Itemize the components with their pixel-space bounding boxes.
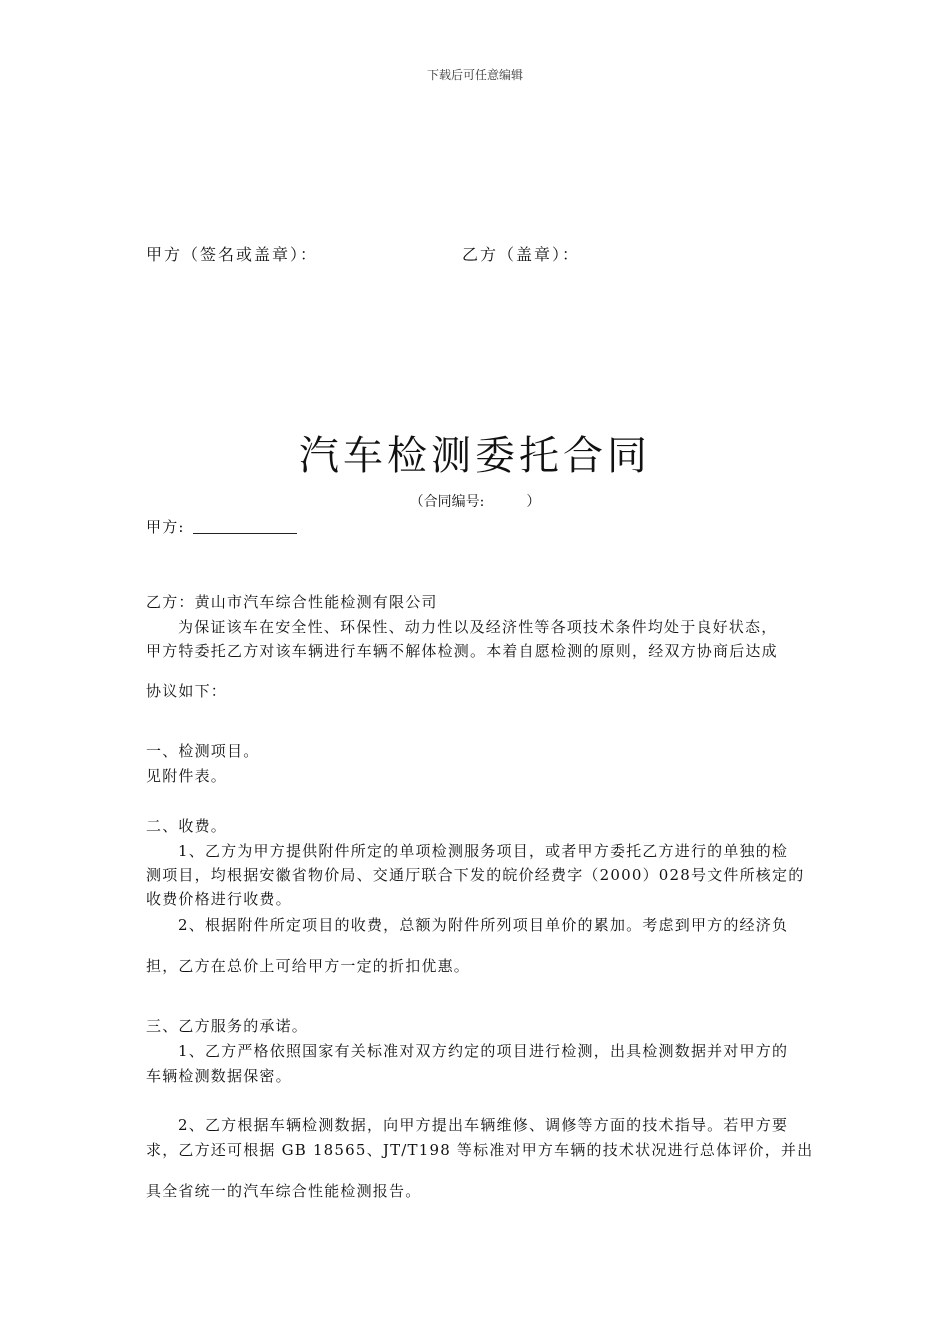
- section2-p1-line-2: 测项目，均根据安徽省物价局、交通厅联合下发的皖价经费字（2000）028号文件所核定的: [146, 866, 805, 884]
- party-a-line: [146, 516, 297, 537]
- section3-p2-line-3: 具全省统一的汽车综合性能检测报告。: [146, 1182, 422, 1200]
- intro-line-2: 甲方特委托乙方对该车辆进行车辆不解体检测。本着自愿检测的原则，经双方协商后达成: [146, 642, 778, 660]
- party-a-label: 甲方:: [146, 518, 185, 536]
- section2-p2-line-1: 2、根据附件所定项目的收费，总额为附件所列项目单价的累加。考虑到甲方的经济负: [178, 916, 789, 934]
- section3-p1-line-1: 1、乙方严格依照国家有关标准对双方约定的项目进行检测，出具检测数据并对甲方的: [178, 1042, 789, 1060]
- section1-body: 见附件表。: [146, 767, 228, 785]
- section2-p2-line-2: 担，乙方在总价上可给甲方一定的折扣优惠。: [146, 957, 471, 975]
- intro-line-3: 协议如下：: [146, 682, 228, 700]
- section3-heading: 三、乙方服务的承诺。: [146, 1017, 309, 1035]
- section3-p2-line-1: 2、乙方根据车辆检测数据，向甲方提出车辆维修、调修等方面的技术指导。若甲方要: [178, 1116, 789, 1134]
- section2-p1-line-3: 收费价格进行收费。: [146, 890, 292, 908]
- intro-line-1: 为保证该车在安全性、环保性、动力性以及经济性等各项技术条件均处于良好状态，: [178, 618, 778, 636]
- contract-number: （合同编号: ）: [409, 494, 541, 510]
- section3-p1-line-2: 车辆检测数据保密。: [146, 1067, 292, 1085]
- section3-p2-line-2: 求，乙方还可根据 GB 18565、JT/T198 等标准对甲方车辆的技术状况进行总体评价，并出: [146, 1141, 814, 1159]
- party-b-line: 乙方：黄山市汽车综合性能检测有限公司: [146, 593, 438, 611]
- document-title: 汽车检测委托合同: [299, 433, 651, 479]
- party-a-signature-label: 甲方（签名或盖章）：: [146, 245, 319, 264]
- party-b-signature-label: 乙方（盖章）：: [462, 245, 581, 264]
- section1-heading: 一、检测项目。: [146, 742, 260, 760]
- section2-heading: 二、收费。: [146, 817, 228, 835]
- section2-p1-line-1: 1、乙方为甲方提供附件所定的单项检测服务项目，或者甲方委托乙方进行的单独的检: [178, 842, 789, 860]
- party-a-blank[interactable]: [193, 519, 297, 534]
- header-note: 下载后可任意编辑: [426, 68, 523, 82]
